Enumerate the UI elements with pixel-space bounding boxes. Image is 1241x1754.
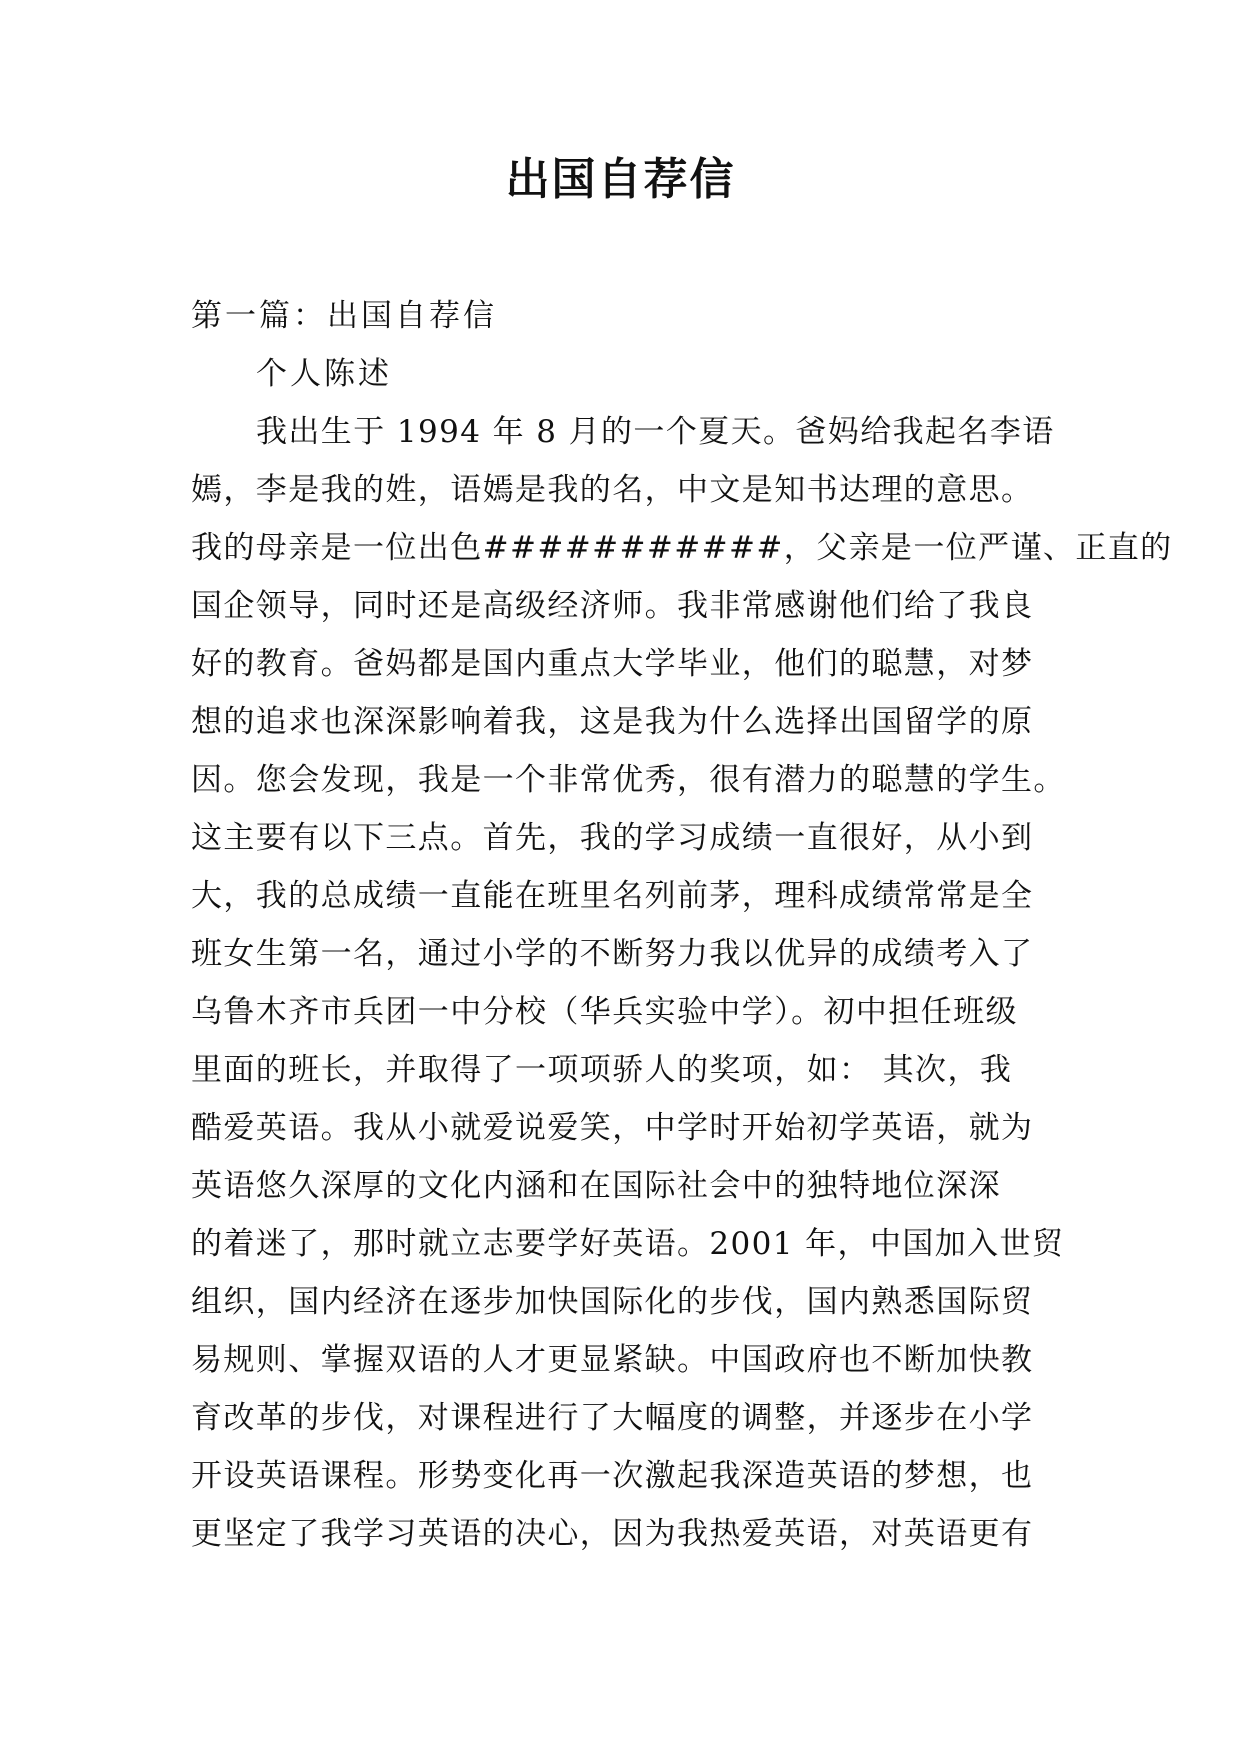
text-line: 我出生于 1994 年 8 月的一个夏天。爸妈给我起名李语 [256,414,1055,450]
text-line: 易规则、掌握双语的人才更显紧缺。中国政府也不断加快教 [191,1342,1034,1378]
text-line: 班女生第一名，通过小学的不断努力我以优异的成绩考入了 [191,936,1034,972]
text-line: 好的教育。爸妈都是国内重点大学毕业，他们的聪慧，对梦 [191,646,1034,682]
text-line: 想的追求也深深影响着我，这是我为什么选择出国留学的原 [191,704,1034,740]
document-body [191,287,1173,1563]
text-line: 育改革的步伐，对课程进行了大幅度的调整，并逐步在小学 [191,1400,1034,1436]
text-line: 大，我的总成绩一直能在班里名列前茅，理科成绩常常是全 [191,878,1034,914]
text-line: 酷爱英语。我从小就爱说爱笑，中学时开始初学英语，就为 [191,1110,1034,1146]
section-heading: 第一篇：出国自荐信 [191,298,497,334]
text-line: 这主要有以下三点。首先，我的学习成绩一直很好，从小到 [191,820,1034,856]
text-line: 嫣，李是我的姓，语嫣是我的名，中文是知书达理的意思。 [191,472,1034,508]
document-title: 出国自荐信 [505,154,736,205]
text-line: 更坚定了我学习英语的决心，因为我热爱英语，对英语更有 [191,1516,1034,1552]
text-line: 乌鲁木齐市兵团一中分校（华兵实验中学）。初中担任班级 [191,994,1018,1030]
text-line: 开设英语课程。形势变化再一次激起我深造英语的梦想，也 [191,1458,1034,1494]
text-line: 英语悠久深厚的文化内涵和在国际社会中的独特地位深深 [191,1168,1001,1204]
text-line: 因。您会发现，我是一个非常优秀，很有潜力的聪慧的学生。 [191,762,1066,798]
text-line: 组织，国内经济在逐步加快国际化的步伐，国内熟悉国际贸 [191,1284,1034,1320]
text-line: 国企领导，同时还是高级经济师。我非常感谢他们给了我良 [191,588,1034,624]
text-line: 我的母亲是一位出色###########，父亲是一位严谨、正直的 [191,530,1173,566]
text-line: 里面的班长，并取得了一项项骄人的奖项，如： 其次，我 [191,1052,1013,1088]
subheading: 个人陈述 [256,356,392,392]
text-line: 的着迷了，那时就立志要学好英语。2001 年，中国加入世贸 [191,1226,1065,1262]
